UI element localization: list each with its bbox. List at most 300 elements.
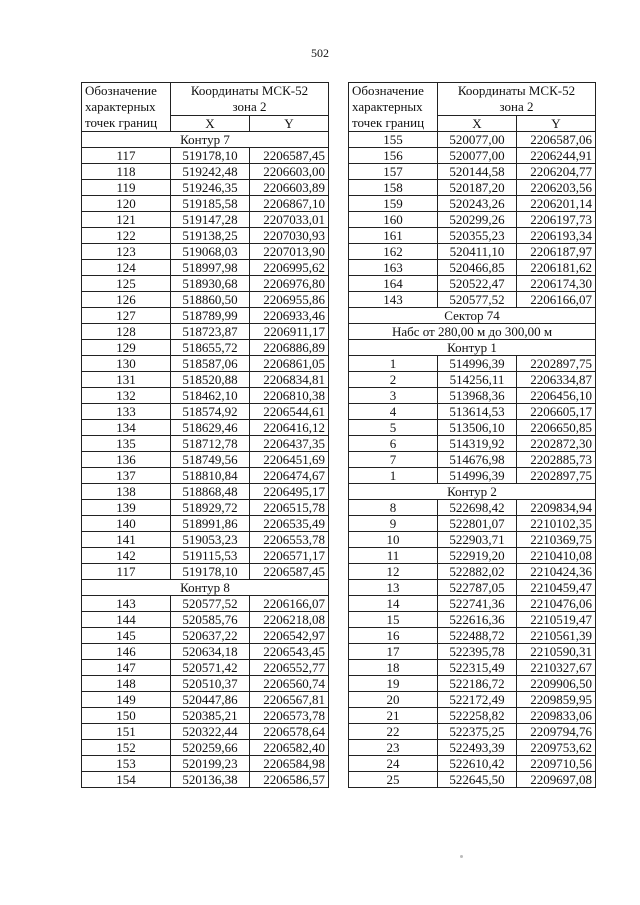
y-coordinate-cell: 2206174,30 [517,276,596,292]
y-coordinate-cell: 2206571,17 [250,548,329,564]
y-coordinate-cell: 2210519,47 [517,612,596,628]
x-coordinate-cell: 522186,72 [438,676,517,692]
y-coordinate-cell: 2209710,56 [517,756,596,772]
table-row [349,420,596,436]
table-row [349,676,596,692]
x-coordinate-cell: 520077,00 [438,148,517,164]
x-coordinate-cell: 513968,36 [438,388,517,404]
header-coords-line: зона 2 [232,99,267,114]
point-id-cell: 128 [82,324,171,340]
table-row [82,388,329,404]
y-coordinate-cell: 2206244,91 [517,148,596,164]
y-coordinate-cell: 2202872,30 [517,436,596,452]
table-row [349,660,596,676]
x-coordinate-cell: 520259,66 [171,740,250,756]
x-coordinate-cell: 520411,10 [438,244,517,260]
point-id-cell: 20 [349,692,438,708]
section-title: Сектор 74 [349,308,596,324]
x-coordinate-cell: 519242,48 [171,164,250,180]
header-coords-line: Координаты МСК-52 [190,83,309,98]
y-coordinate-cell: 2206834,81 [250,372,329,388]
point-id-cell: 132 [82,388,171,404]
coordinates-table-right [348,82,596,788]
y-coordinate-cell: 2206334,87 [517,372,596,388]
y-coordinate-cell: 2210327,67 [517,660,596,676]
y-coordinate-cell: 2206416,12 [250,420,329,436]
y-coordinate-cell: 2206553,78 [250,532,329,548]
y-coordinate-cell: 2210369,75 [517,532,596,548]
y-coordinate-cell: 2210590,31 [517,644,596,660]
point-id-cell: 2 [349,372,438,388]
header-x: X [438,116,517,132]
header-label-line: характерных [352,99,423,114]
table-row [82,276,329,292]
point-id-cell: 160 [349,212,438,228]
x-coordinate-cell: 518629,46 [171,420,250,436]
table-row [82,500,329,516]
y-coordinate-cell: 2202897,75 [517,468,596,484]
section-title: Контур 1 [349,340,596,356]
y-coordinate-cell: 2206603,00 [250,164,329,180]
point-id-cell: 5 [349,420,438,436]
y-coordinate-cell: 2206203,56 [517,180,596,196]
table-row [82,692,329,708]
table-row [82,564,329,580]
table-row [82,292,329,308]
section-row [349,340,596,356]
point-id-cell: 120 [82,196,171,212]
y-coordinate-cell: 2206605,17 [517,404,596,420]
point-id-cell: 133 [82,404,171,420]
point-id-cell: 7 [349,452,438,468]
x-coordinate-cell: 514996,39 [438,356,517,372]
y-coordinate-cell: 2206201,14 [517,196,596,212]
x-coordinate-cell: 518520,88 [171,372,250,388]
y-coordinate-cell: 2209753,62 [517,740,596,756]
x-coordinate-cell: 514676,98 [438,452,517,468]
y-coordinate-cell: 2206587,45 [250,148,329,164]
x-coordinate-cell: 519246,35 [171,180,250,196]
point-id-cell: 164 [349,276,438,292]
x-coordinate-cell: 520355,23 [438,228,517,244]
point-id-cell: 145 [82,628,171,644]
x-coordinate-cell: 518749,56 [171,452,250,468]
table-row [349,516,596,532]
y-coordinate-cell: 2206193,34 [517,228,596,244]
table-row [349,148,596,164]
point-id-cell: 149 [82,692,171,708]
y-coordinate-cell: 2206515,78 [250,500,329,516]
table-row [349,404,596,420]
table-row [82,244,329,260]
x-coordinate-cell: 513506,10 [438,420,517,436]
table-row [349,724,596,740]
point-id-cell: 141 [82,532,171,548]
x-coordinate-cell: 518860,50 [171,292,250,308]
y-coordinate-cell: 2206650,85 [517,420,596,436]
point-id-cell: 159 [349,196,438,212]
x-coordinate-cell: 520243,26 [438,196,517,212]
y-coordinate-cell: 2206587,06 [517,132,596,148]
table-row [349,772,596,788]
point-id-cell: 14 [349,596,438,612]
x-coordinate-cell: 522172,49 [438,692,517,708]
y-coordinate-cell: 2210424,36 [517,564,596,580]
section-row [82,132,329,148]
point-id-cell: 22 [349,724,438,740]
x-coordinate-cell: 522741,36 [438,596,517,612]
point-id-cell: 126 [82,292,171,308]
y-coordinate-cell: 2206204,77 [517,164,596,180]
table-row [82,724,329,740]
point-id-cell: 127 [82,308,171,324]
y-coordinate-cell: 2206535,49 [250,516,329,532]
x-coordinate-cell: 520199,23 [171,756,250,772]
table-row [82,196,329,212]
y-coordinate-cell: 2206573,78 [250,708,329,724]
table-row [349,564,596,580]
table-row [82,516,329,532]
y-coordinate-cell: 2206810,38 [250,388,329,404]
point-id-cell: 24 [349,756,438,772]
x-coordinate-cell: 522488,72 [438,628,517,644]
header-coords-line: зона 2 [499,99,534,114]
point-id-cell: 163 [349,260,438,276]
x-coordinate-cell: 518587,06 [171,356,250,372]
table-row [349,196,596,212]
header-y: Y [250,116,329,132]
y-coordinate-cell: 2210102,35 [517,516,596,532]
point-id-cell: 147 [82,660,171,676]
y-coordinate-cell: 2210561,39 [517,628,596,644]
header-label-line: точек границ [352,115,425,130]
x-coordinate-cell: 522698,42 [438,500,517,516]
y-coordinate-cell: 2207013,90 [250,244,329,260]
point-id-cell: 151 [82,724,171,740]
table-row [349,260,596,276]
y-coordinate-cell: 2210476,06 [517,596,596,612]
table-row [349,596,596,612]
y-coordinate-cell: 2202897,75 [517,356,596,372]
y-coordinate-cell: 2206586,57 [250,772,329,788]
header-coords-label [171,83,329,116]
x-coordinate-cell: 520077,00 [438,132,517,148]
x-coordinate-cell: 522616,36 [438,612,517,628]
x-coordinate-cell: 522882,02 [438,564,517,580]
y-coordinate-cell: 2206603,89 [250,180,329,196]
table-row [82,612,329,628]
section-title: Контур 7 [82,132,329,148]
table-row [82,404,329,420]
point-id-cell: 152 [82,740,171,756]
x-coordinate-cell: 520577,52 [171,596,250,612]
table-row [349,532,596,548]
y-coordinate-cell: 2206976,80 [250,276,329,292]
point-id-cell: 21 [349,708,438,724]
table-row [82,628,329,644]
header-coords-label [438,83,596,116]
x-coordinate-cell: 519185,58 [171,196,250,212]
point-id-cell: 143 [82,596,171,612]
x-coordinate-cell: 519178,10 [171,148,250,164]
table-row [349,692,596,708]
x-coordinate-cell: 522787,05 [438,580,517,596]
x-coordinate-cell: 522375,25 [438,724,517,740]
header-point-label [349,83,438,132]
x-coordinate-cell: 520136,38 [171,772,250,788]
table-row [349,292,596,308]
table-row [349,708,596,724]
point-id-cell: 119 [82,180,171,196]
x-coordinate-cell: 520637,22 [171,628,250,644]
x-coordinate-cell: 522610,42 [438,756,517,772]
table-row [82,740,329,756]
table-row [349,436,596,452]
x-coordinate-cell: 518712,78 [171,436,250,452]
y-coordinate-cell: 2209906,50 [517,676,596,692]
table-row [82,660,329,676]
x-coordinate-cell: 520522,47 [438,276,517,292]
y-coordinate-cell: 2209859,95 [517,692,596,708]
point-id-cell: 146 [82,644,171,660]
x-coordinate-cell: 514996,39 [438,468,517,484]
table-row [82,436,329,452]
x-coordinate-cell: 519147,28 [171,212,250,228]
point-id-cell: 13 [349,580,438,596]
table-row [349,180,596,196]
section-title: Контур 8 [82,580,329,596]
point-id-cell: 121 [82,212,171,228]
table-row [82,420,329,436]
header-label-line: точек границ [85,115,158,130]
point-id-cell: 144 [82,612,171,628]
x-coordinate-cell: 520385,21 [171,708,250,724]
table-header-row [349,83,596,116]
point-id-cell: 131 [82,372,171,388]
x-coordinate-cell: 518929,72 [171,500,250,516]
x-coordinate-cell: 520322,44 [171,724,250,740]
header-label-line: характерных [85,99,156,114]
table-row [82,644,329,660]
point-id-cell: 8 [349,500,438,516]
table-row [349,164,596,180]
y-coordinate-cell: 2206867,10 [250,196,329,212]
x-coordinate-cell: 522258,82 [438,708,517,724]
section-row [349,308,596,324]
x-coordinate-cell: 518462,10 [171,388,250,404]
y-coordinate-cell: 2206456,10 [517,388,596,404]
point-id-cell: 153 [82,756,171,772]
table-row [82,756,329,772]
x-coordinate-cell: 522645,50 [438,772,517,788]
point-id-cell: 162 [349,244,438,260]
y-coordinate-cell: 2206955,86 [250,292,329,308]
page-number: 502 [311,46,329,60]
point-id-cell: 129 [82,340,171,356]
x-coordinate-cell: 513614,53 [438,404,517,420]
table-row [349,548,596,564]
table-row [82,548,329,564]
table-row [82,340,329,356]
point-id-cell: 4 [349,404,438,420]
point-id-cell: 17 [349,644,438,660]
point-id-cell: 135 [82,436,171,452]
point-id-cell: 122 [82,228,171,244]
table-row [82,708,329,724]
y-coordinate-cell: 2207033,01 [250,212,329,228]
x-coordinate-cell: 520466,85 [438,260,517,276]
x-coordinate-cell: 518991,86 [171,516,250,532]
point-id-cell: 118 [82,164,171,180]
table-row [82,228,329,244]
y-coordinate-cell: 2206886,89 [250,340,329,356]
point-id-cell: 25 [349,772,438,788]
x-coordinate-cell: 518868,48 [171,484,250,500]
point-id-cell: 12 [349,564,438,580]
header-coords-line: Координаты МСК-52 [457,83,576,98]
y-coordinate-cell: 2206995,62 [250,260,329,276]
x-coordinate-cell: 518723,87 [171,324,250,340]
y-coordinate-cell: 2206218,08 [250,612,329,628]
point-id-cell: 157 [349,164,438,180]
section-row [82,580,329,596]
table-header-row [82,83,329,116]
y-coordinate-cell: 2206197,73 [517,212,596,228]
table-row [349,628,596,644]
y-coordinate-cell: 2206933,46 [250,308,329,324]
y-coordinate-cell: 2206543,45 [250,644,329,660]
table-row [349,132,596,148]
point-id-cell: 15 [349,612,438,628]
x-coordinate-cell: 522395,78 [438,644,517,660]
point-id-cell: 10 [349,532,438,548]
point-id-cell: 137 [82,468,171,484]
y-coordinate-cell: 2206584,98 [250,756,329,772]
y-coordinate-cell: 2206181,62 [517,260,596,276]
x-coordinate-cell: 518810,84 [171,468,250,484]
section-row [349,324,596,340]
y-coordinate-cell: 2206542,97 [250,628,329,644]
x-coordinate-cell: 519115,53 [171,548,250,564]
y-coordinate-cell: 2210410,08 [517,548,596,564]
point-id-cell: 124 [82,260,171,276]
header-y: Y [517,116,596,132]
point-id-cell: 142 [82,548,171,564]
table-row [349,276,596,292]
point-id-cell: 150 [82,708,171,724]
y-coordinate-cell: 2206451,69 [250,452,329,468]
x-coordinate-cell: 519068,03 [171,244,250,260]
point-id-cell: 134 [82,420,171,436]
section-title: Контур 2 [349,484,596,500]
point-id-cell: 148 [82,676,171,692]
table-row [349,212,596,228]
table-row [82,596,329,612]
table-row [82,212,329,228]
y-coordinate-cell: 2206587,45 [250,564,329,580]
y-coordinate-cell: 2206166,07 [250,596,329,612]
table-row [349,468,596,484]
y-coordinate-cell: 2206861,05 [250,356,329,372]
y-coordinate-cell: 2209834,94 [517,500,596,516]
y-coordinate-cell: 2206582,40 [250,740,329,756]
table-row [82,148,329,164]
point-id-cell: 3 [349,388,438,404]
x-coordinate-cell: 520144,58 [438,164,517,180]
x-coordinate-cell: 518655,72 [171,340,250,356]
y-coordinate-cell: 2206578,64 [250,724,329,740]
header-label-line: Обозначение [85,83,157,98]
x-coordinate-cell: 514319,92 [438,436,517,452]
point-id-cell: 158 [349,180,438,196]
table-row [349,388,596,404]
x-coordinate-cell: 522919,20 [438,548,517,564]
x-coordinate-cell: 519138,25 [171,228,250,244]
section-title: Набс от 280,00 м до 300,00 м [349,324,596,340]
point-id-cell: 125 [82,276,171,292]
point-id-cell: 6 [349,436,438,452]
y-coordinate-cell: 2202885,73 [517,452,596,468]
table-row [82,324,329,340]
x-coordinate-cell: 522801,07 [438,516,517,532]
table-row [82,468,329,484]
table-row [349,228,596,244]
x-coordinate-cell: 518930,68 [171,276,250,292]
table-row [82,164,329,180]
x-coordinate-cell: 520299,26 [438,212,517,228]
point-id-cell: 23 [349,740,438,756]
x-coordinate-cell: 519178,10 [171,564,250,580]
y-coordinate-cell: 2210459,47 [517,580,596,596]
point-id-cell: 9 [349,516,438,532]
x-coordinate-cell: 520577,52 [438,292,517,308]
x-coordinate-cell: 514256,11 [438,372,517,388]
point-id-cell: 123 [82,244,171,260]
x-coordinate-cell: 519053,23 [171,532,250,548]
x-coordinate-cell: 518997,98 [171,260,250,276]
x-coordinate-cell: 520187,20 [438,180,517,196]
x-coordinate-cell: 518574,92 [171,404,250,420]
header-x: X [171,116,250,132]
point-id-cell: 154 [82,772,171,788]
point-id-cell: 140 [82,516,171,532]
y-coordinate-cell: 2209794,76 [517,724,596,740]
x-coordinate-cell: 520447,86 [171,692,250,708]
x-coordinate-cell: 522903,71 [438,532,517,548]
section-row [349,484,596,500]
table-row [349,580,596,596]
table-row [82,532,329,548]
table-row [349,612,596,628]
y-coordinate-cell: 2209833,06 [517,708,596,724]
y-coordinate-cell: 2206474,67 [250,468,329,484]
point-id-cell: 130 [82,356,171,372]
table-row [82,180,329,196]
table-row [82,452,329,468]
y-coordinate-cell: 2207030,93 [250,228,329,244]
x-coordinate-cell: 520571,42 [171,660,250,676]
point-id-cell: 16 [349,628,438,644]
y-coordinate-cell: 2206166,07 [517,292,596,308]
y-coordinate-cell: 2209697,08 [517,772,596,788]
table-row [349,500,596,516]
x-coordinate-cell: 520510,37 [171,676,250,692]
header-point-label [82,83,171,132]
point-id-cell: 11 [349,548,438,564]
y-coordinate-cell: 2206567,81 [250,692,329,708]
table-row [349,452,596,468]
table-row [349,644,596,660]
